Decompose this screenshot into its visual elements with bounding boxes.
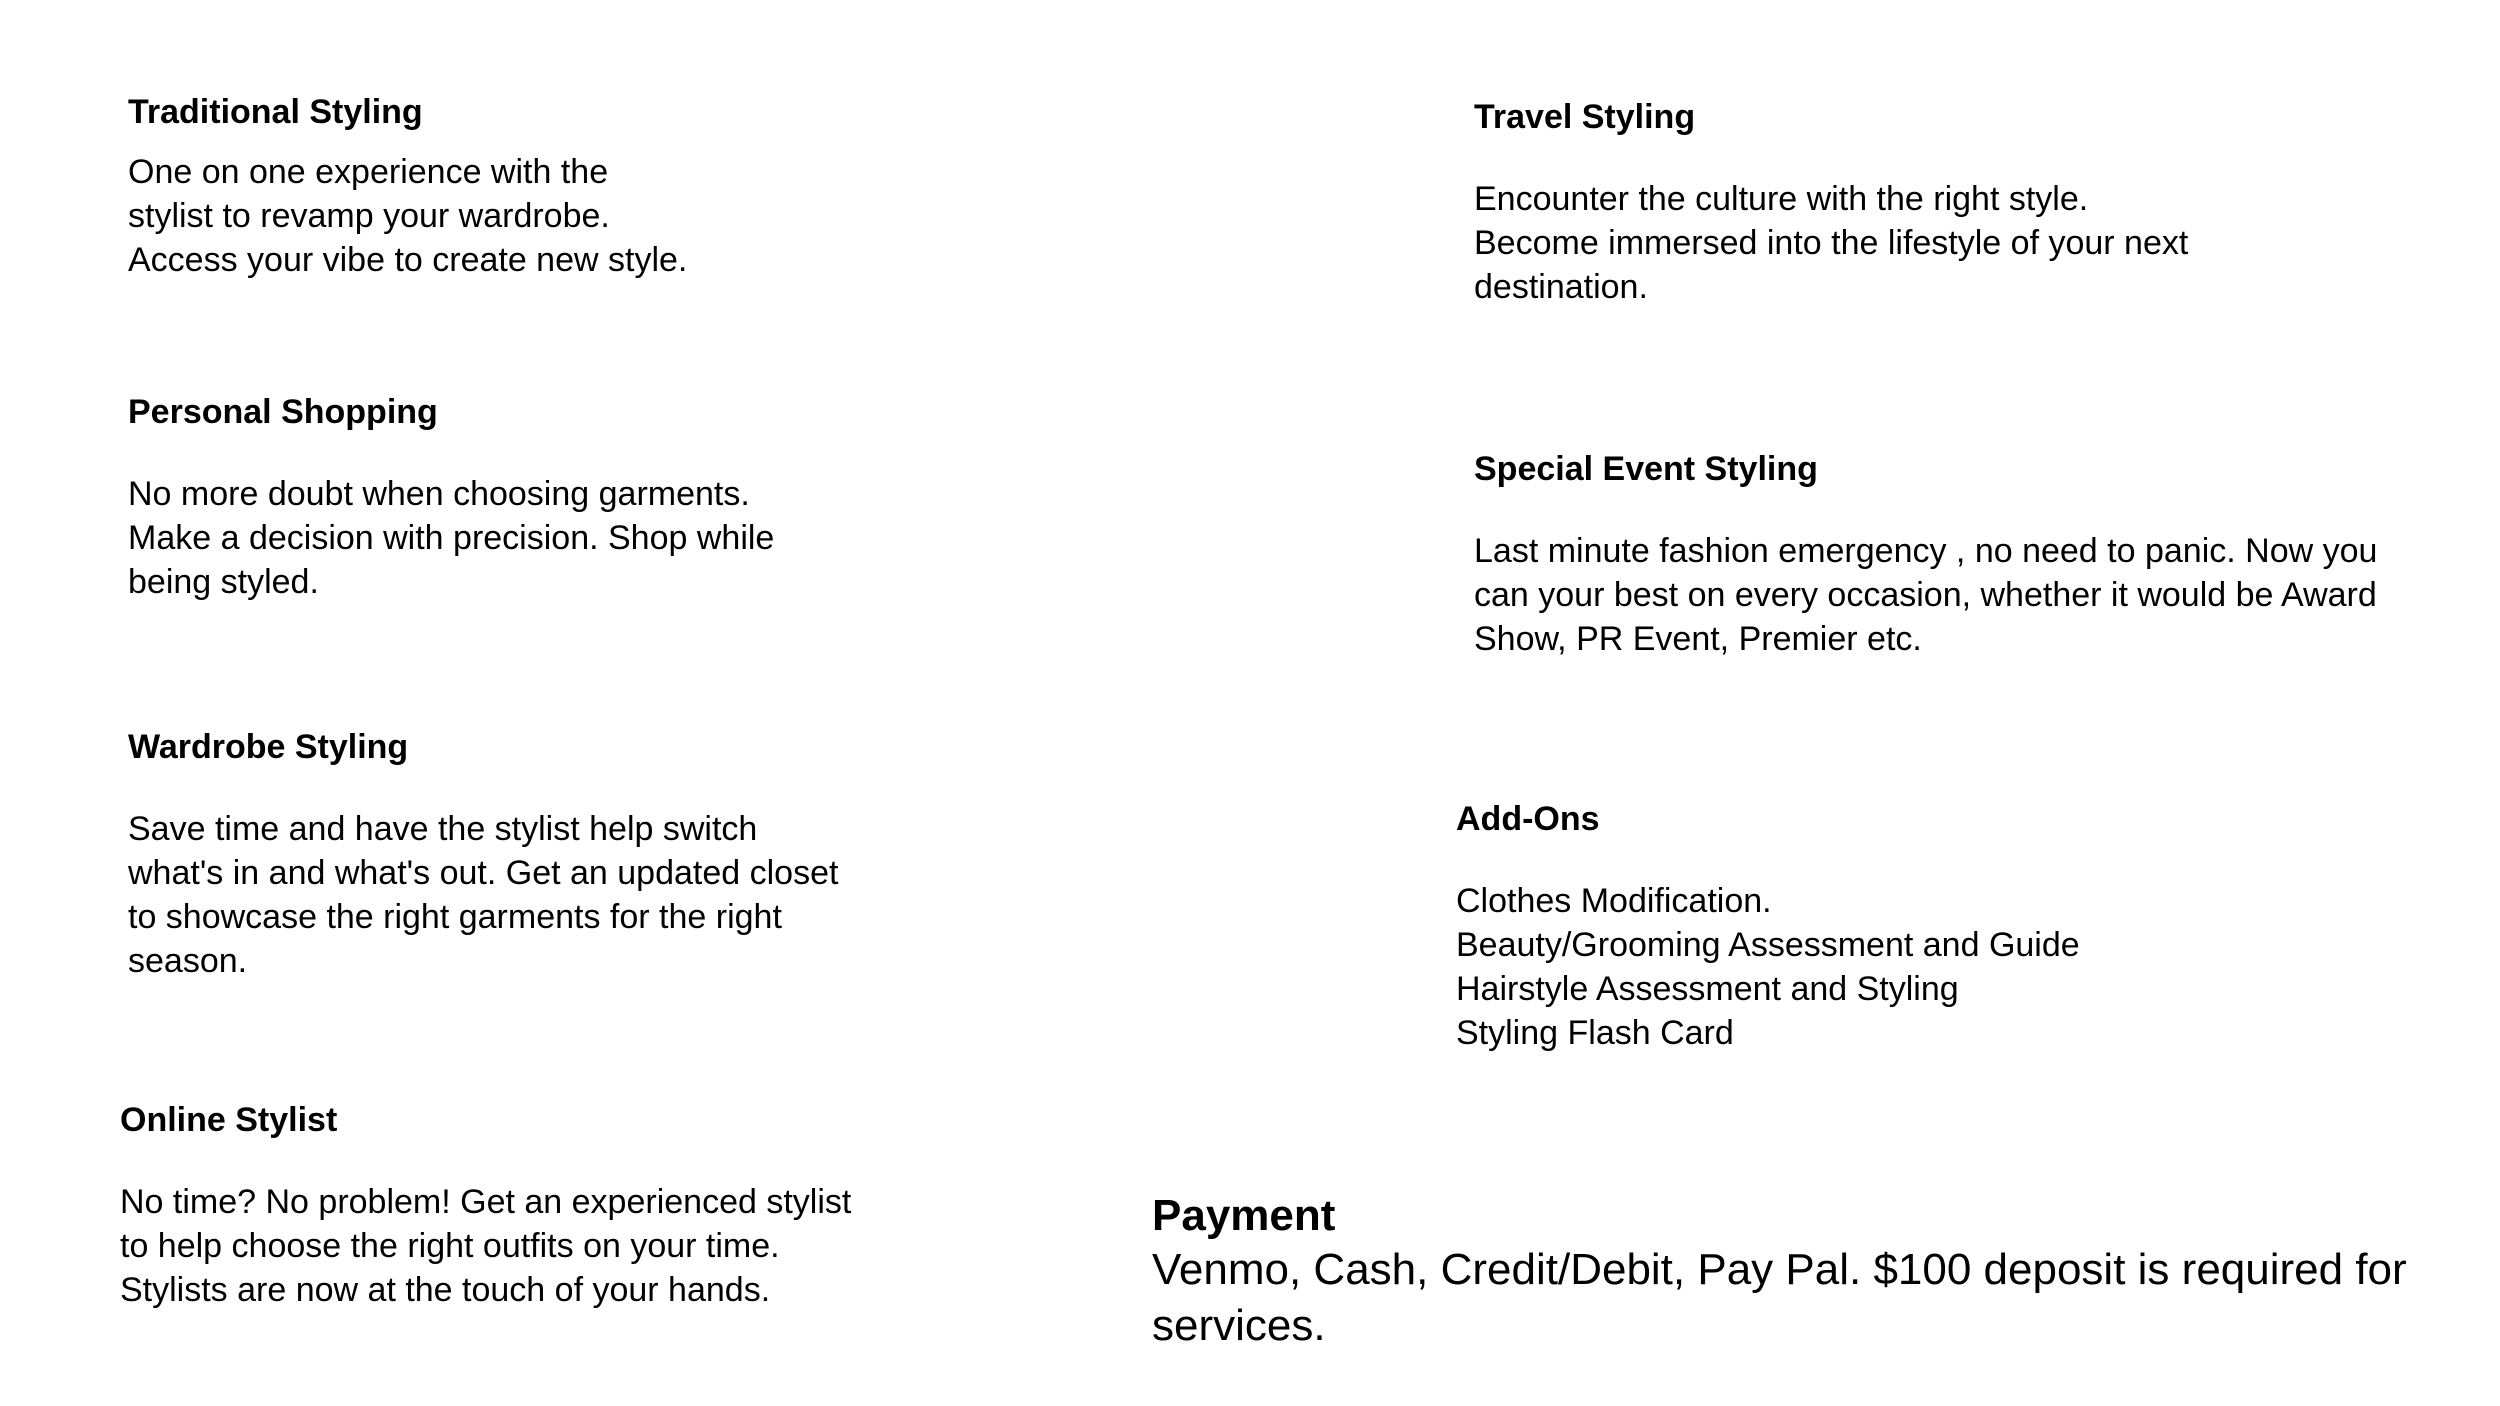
wardrobe-styling-title: Wardrobe Styling bbox=[128, 728, 409, 766]
traditional-styling-section bbox=[128, 92, 687, 282]
description-line: Venmo, Cash, Credit/Debit, Pay Pal. $100 deposit is required for bbox=[1152, 1245, 2407, 1294]
personal-shopping-section bbox=[128, 392, 774, 604]
description-line: season. bbox=[128, 942, 248, 980]
add-on-item: Styling Flash Card bbox=[1456, 1014, 1734, 1052]
travel-styling-title: Travel Styling bbox=[1474, 98, 1696, 136]
payment-section bbox=[1152, 1190, 2407, 1354]
special-event-styling-description bbox=[1474, 529, 2377, 661]
description-line: to help choose the right outfits on your time. bbox=[120, 1227, 780, 1265]
description-line: Stylists are now at the touch of your hands. bbox=[120, 1271, 771, 1309]
online-stylist-section bbox=[120, 1100, 851, 1312]
personal-shopping-title: Personal Shopping bbox=[128, 393, 438, 431]
payment-description bbox=[1152, 1242, 2407, 1354]
add-on-item: Hairstyle Assessment and Styling bbox=[1456, 970, 1959, 1008]
wardrobe-styling-description bbox=[128, 807, 838, 983]
add-on-item: Clothes Modification. bbox=[1456, 882, 1772, 920]
travel-styling-description bbox=[1474, 177, 2188, 309]
description-line: No more doubt when choosing garments. bbox=[128, 475, 750, 513]
description-line: stylist to revamp your wardrobe. bbox=[128, 197, 610, 235]
description-line: being styled. bbox=[128, 563, 319, 601]
description-line: Show, PR Event, Premier etc. bbox=[1474, 620, 1922, 658]
description-line: Encounter the culture with the right style. bbox=[1474, 180, 2089, 218]
online-stylist-description bbox=[120, 1180, 851, 1312]
description-line: what's in and what's out. Get an updated closet bbox=[128, 854, 839, 892]
description-line: Become immersed into the lifestyle of your next bbox=[1474, 224, 2189, 262]
special-event-styling-title: Special Event Styling bbox=[1474, 450, 1818, 488]
wardrobe-styling-section bbox=[128, 727, 838, 983]
description-line: services. bbox=[1152, 1301, 1326, 1350]
description-line: Access your vibe to create new style. bbox=[128, 241, 688, 279]
description-line: No time? No problem! Get an experienced stylist bbox=[120, 1183, 852, 1221]
add-ons-section bbox=[1456, 799, 2080, 1055]
payment-title: Payment bbox=[1152, 1191, 1336, 1240]
online-stylist-title: Online Stylist bbox=[120, 1101, 338, 1139]
description-line: Last minute fashion emergency , no need to panic. Now you bbox=[1474, 532, 2378, 570]
traditional-styling-description bbox=[128, 150, 687, 282]
add-ons-list bbox=[1456, 879, 2080, 1055]
special-event-styling-section bbox=[1474, 449, 2377, 661]
add-ons-title: Add-Ons bbox=[1456, 800, 1600, 838]
description-line: One on one experience with the bbox=[128, 153, 609, 191]
personal-shopping-description bbox=[128, 472, 774, 604]
description-line: Save time and have the stylist help switch bbox=[128, 810, 758, 848]
traditional-styling-title: Traditional Styling bbox=[128, 93, 423, 131]
description-line: destination. bbox=[1474, 268, 1648, 306]
description-line: to showcase the right garments for the right bbox=[128, 898, 782, 936]
description-line: Make a decision with precision. Shop while bbox=[128, 519, 775, 557]
travel-styling-section bbox=[1474, 97, 2188, 309]
description-line: can your best on every occasion, whether it would be Award bbox=[1474, 576, 2377, 614]
add-on-item: Beauty/Grooming Assessment and Guide bbox=[1456, 926, 2080, 964]
